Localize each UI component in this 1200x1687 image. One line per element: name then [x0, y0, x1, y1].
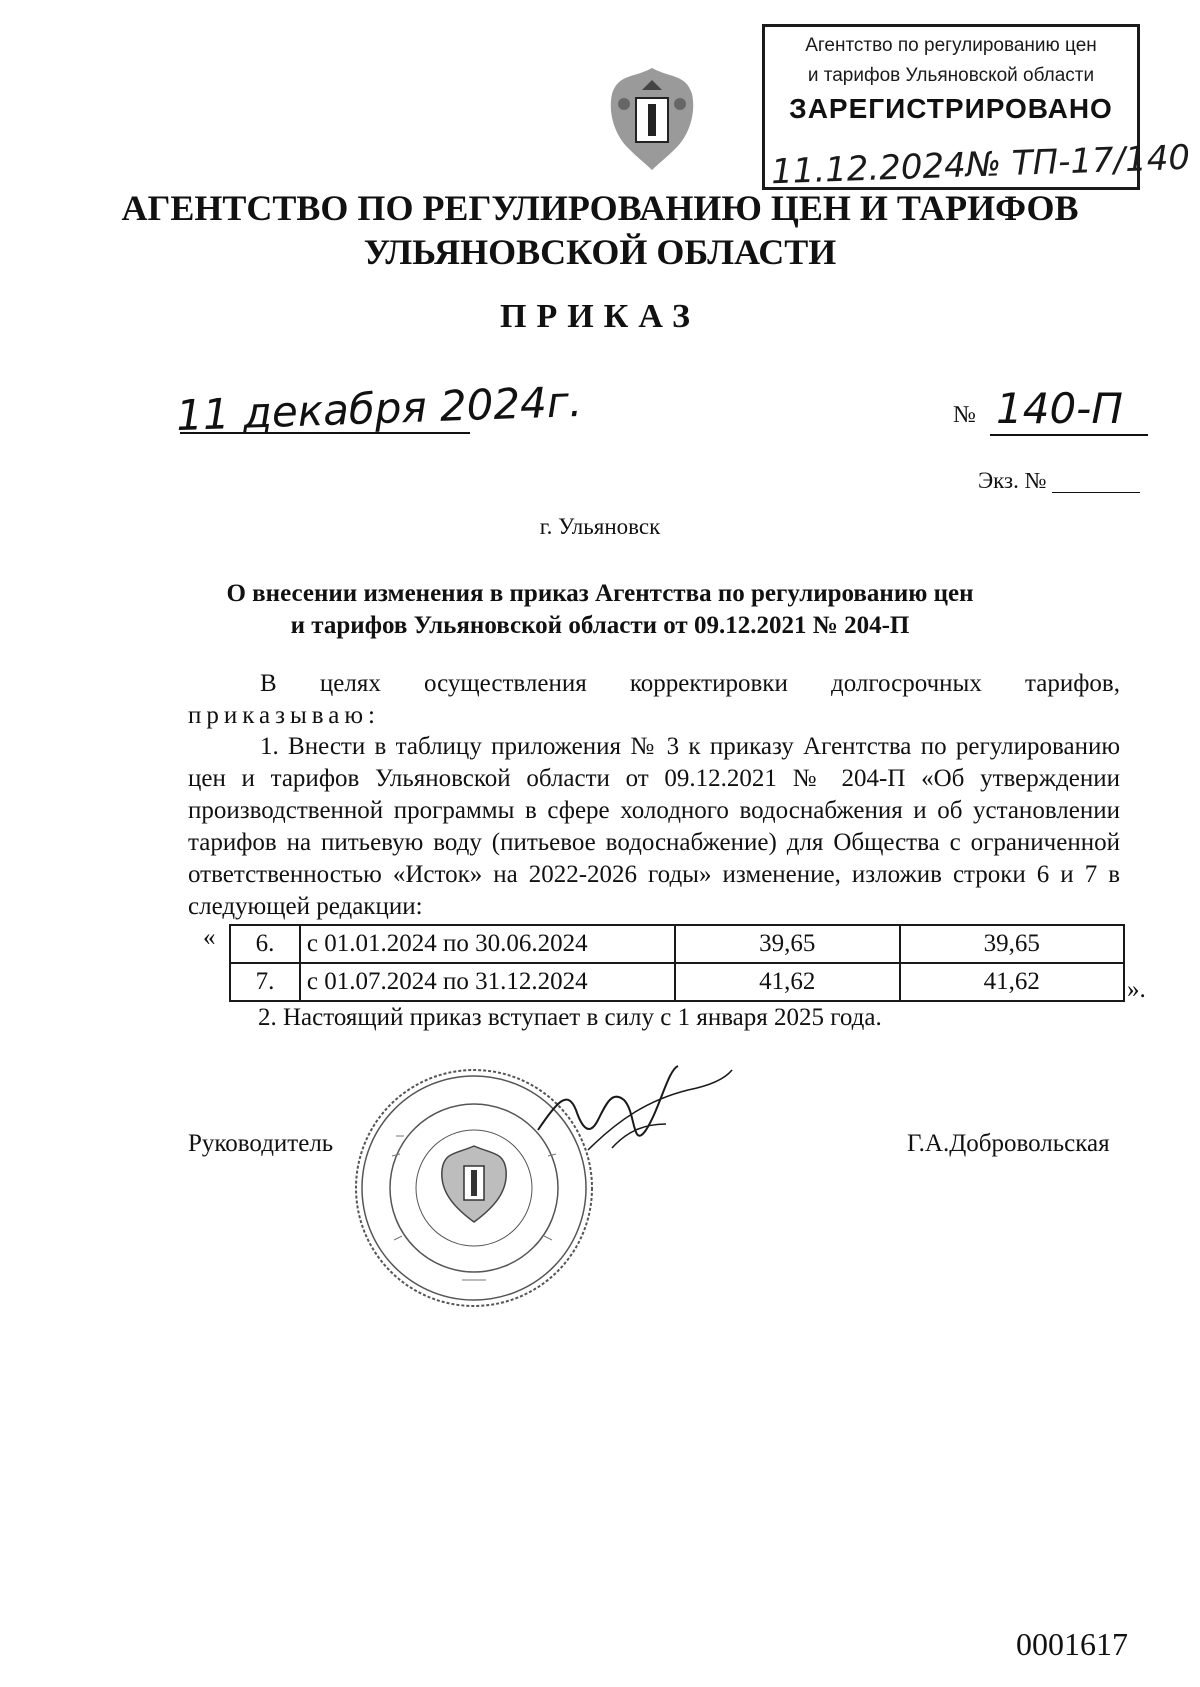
order-number-underline [990, 434, 1148, 436]
table-row [230, 963, 1124, 1001]
registration-stamp-line1: Агентство по регулированию цен [805, 35, 1097, 56]
table-quote-close: ». [1127, 976, 1146, 1003]
order-number-label: № [953, 402, 976, 428]
tariff-value-cell: 41,62 [900, 963, 1125, 1001]
order-number-handwritten: 140-П [996, 384, 1123, 433]
agency-title-line1: АГЕНТСТВО ПО РЕГУЛИРОВАНИЮ ЦЕН И ТАРИФОВ [121, 188, 1079, 228]
copy-number-underline [1052, 492, 1140, 493]
row-number-cell: 7. [230, 963, 300, 1001]
period-cell: с 01.01.2024 по 30.06.2024 [300, 925, 675, 963]
city: г. Ульяновск [539, 514, 661, 539]
period-cell: с 01.07.2024 по 31.12.2024 [300, 963, 675, 1001]
signer-name: Г.А.Добровольская [907, 1130, 1110, 1157]
order-subject-line2: и тарифов Ульяновской области от 09.12.2021 № 204-П [290, 612, 910, 639]
document-serial-number: 0001617 [1016, 1626, 1128, 1662]
order-word: приказываю: [188, 702, 380, 729]
order-subject [0, 578, 1200, 642]
intro-paragraph: В целях осуществления корректировки долгосрочных тарифов, [260, 670, 1120, 697]
tariff-table [229, 924, 1125, 1002]
table-row [230, 925, 1124, 963]
item-1-paragraph: 1. Внести в таблицу приложения № 3 к приказу Агентства по регулированию цен и тарифов Ульяновской области от 09.12.2021 № 204-П «Об утверждении производственной программы в сфере холодного водоснабжения и об установлении тарифов на питьевую воду (питьевое водоснабжение) для Общества с ограниченной ответственностью «Исток» на 2022-2026 годы» изменение, изложив строки 6 и 7 в следующей редакции: [188, 733, 1120, 920]
date-underline [180, 432, 470, 434]
tariff-value-cell: 39,65 [675, 925, 899, 963]
agency-title [0, 186, 1200, 274]
row-number-cell: 6. [230, 925, 300, 963]
order-subject-line1: О внесении изменения в приказ Агентства по регулированию цен [226, 580, 974, 607]
tariff-value-cell: 39,65 [900, 925, 1125, 963]
agency-title-line2: УЛЬЯНОВСКОЙ ОБЛАСТИ [363, 232, 837, 272]
registration-stamp [762, 24, 1191, 193]
registration-stamp-line2: и тарифов Ульяновской области [807, 65, 1095, 86]
order-date-handwritten: 11 декабря 2024г. [175, 376, 583, 441]
registration-status: ЗАРЕГИСТРИРОВАНО [789, 93, 1113, 124]
handwritten-signature [528, 1060, 734, 1180]
registration-handwritten-number: 11.12.2024№ ТП-17/140 [770, 137, 1191, 193]
tariff-value-cell: 41,62 [675, 963, 899, 1001]
signer-title: Руководитель [188, 1130, 334, 1157]
coat-of-arms-emblem [604, 64, 700, 174]
document-type-title: ПРИКАЗ [500, 298, 700, 335]
copy-number-label: Экз. № [978, 468, 1047, 493]
table-quote-open: « [203, 924, 216, 951]
item-2-paragraph: 2. Настоящий приказ вступает в силу с 1 января 2025 года. [258, 1004, 882, 1031]
